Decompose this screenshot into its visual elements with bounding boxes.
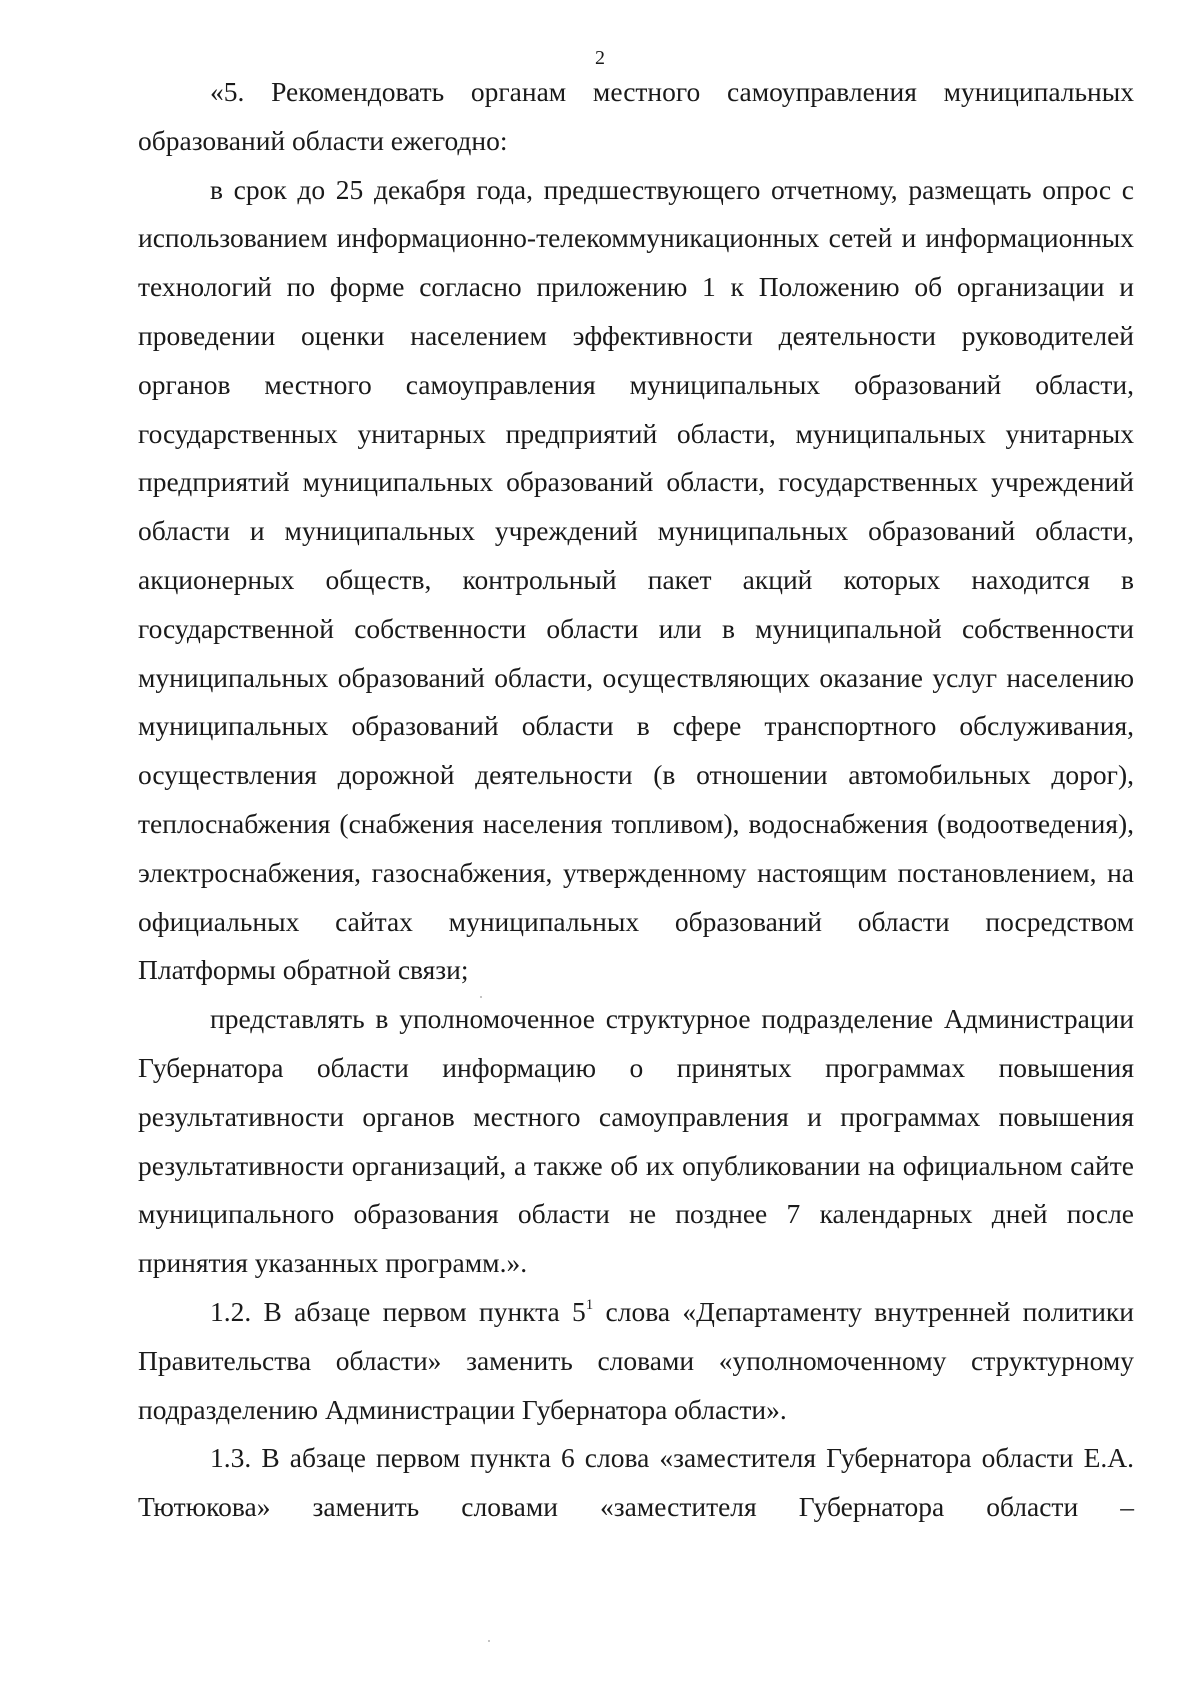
document-body: [138, 68, 1134, 1532]
amendment-1-2-superscript: 1: [585, 1296, 594, 1313]
paragraph-amendment-1-2: [138, 1288, 1134, 1434]
paragraph-survey-deadline: в срок до 25 декабря года, предшествующего отчетному, размещать опрос с использованием информационно-телекоммуникационных сетей и информационных технологий по форме согласно приложению 1 к Положению об организации и проведении оценки населением эффективности деятельности руководителей органов местного самоуправления муниципальных образований области, государственных унитарных предприятий области, муниципальных унитарных предприятий муниципальных образований области, государственных учреждений области и муниципальных учреждений муниципальных образований области, акционерных обществ, контрольный пакет акций которых находится в государственной собственности области или в муниципальной собственности муниципальных образований области, осуществляющих оказание услуг населению муниципальных образований области в сфере транспортного обслуживания, осуществления дорожной деятельности (в отношении автомобильных дорог), теплоснабжения (снабжения населения топливом), водоснабжения (водоотведения), электроснабжения, газоснабжения, утвержденному настоящим постановлением, на официальных сайтах муниципальных образований области посредством Платформы обратной связи;: [138, 173, 1134, 986]
amendment-1-2-text-before: 1.2. В абзаце первом пункта 5: [210, 1295, 586, 1327]
paragraph-submit-information: представлять в уполномоченное структурное подразделение Администрации Губернатора области информацию о принятых программах повышения результативности органов местного самоуправления и программах повышения результативности организаций, а также об их опубликовании на официальном сайте муниципального образования области не позднее 7 календарных дней после принятия указанных программ.».: [138, 1003, 1134, 1279]
paragraph-item-5: «5. Рекомендовать органам местного самоуправления муниципальных образований области ежегодно:: [138, 76, 1134, 156]
paragraph-amendment-1-3: 1.3. В абзаце первом пункта 6 слова «заместителя Губернатора области Е.А. Тютюкова» заменить словами «заместителя Губернатора области –: [138, 1442, 1134, 1523]
page-number: 2: [595, 47, 605, 69]
amendment-1-2-text-after: слова «Департаменту внутренней политики Правительства области» заменить словами «уполномоченному структурному подразделению Администрации Губернатора области».: [138, 1295, 1134, 1425]
scan-speck: [480, 996, 482, 998]
scan-speck: [488, 1640, 490, 1642]
